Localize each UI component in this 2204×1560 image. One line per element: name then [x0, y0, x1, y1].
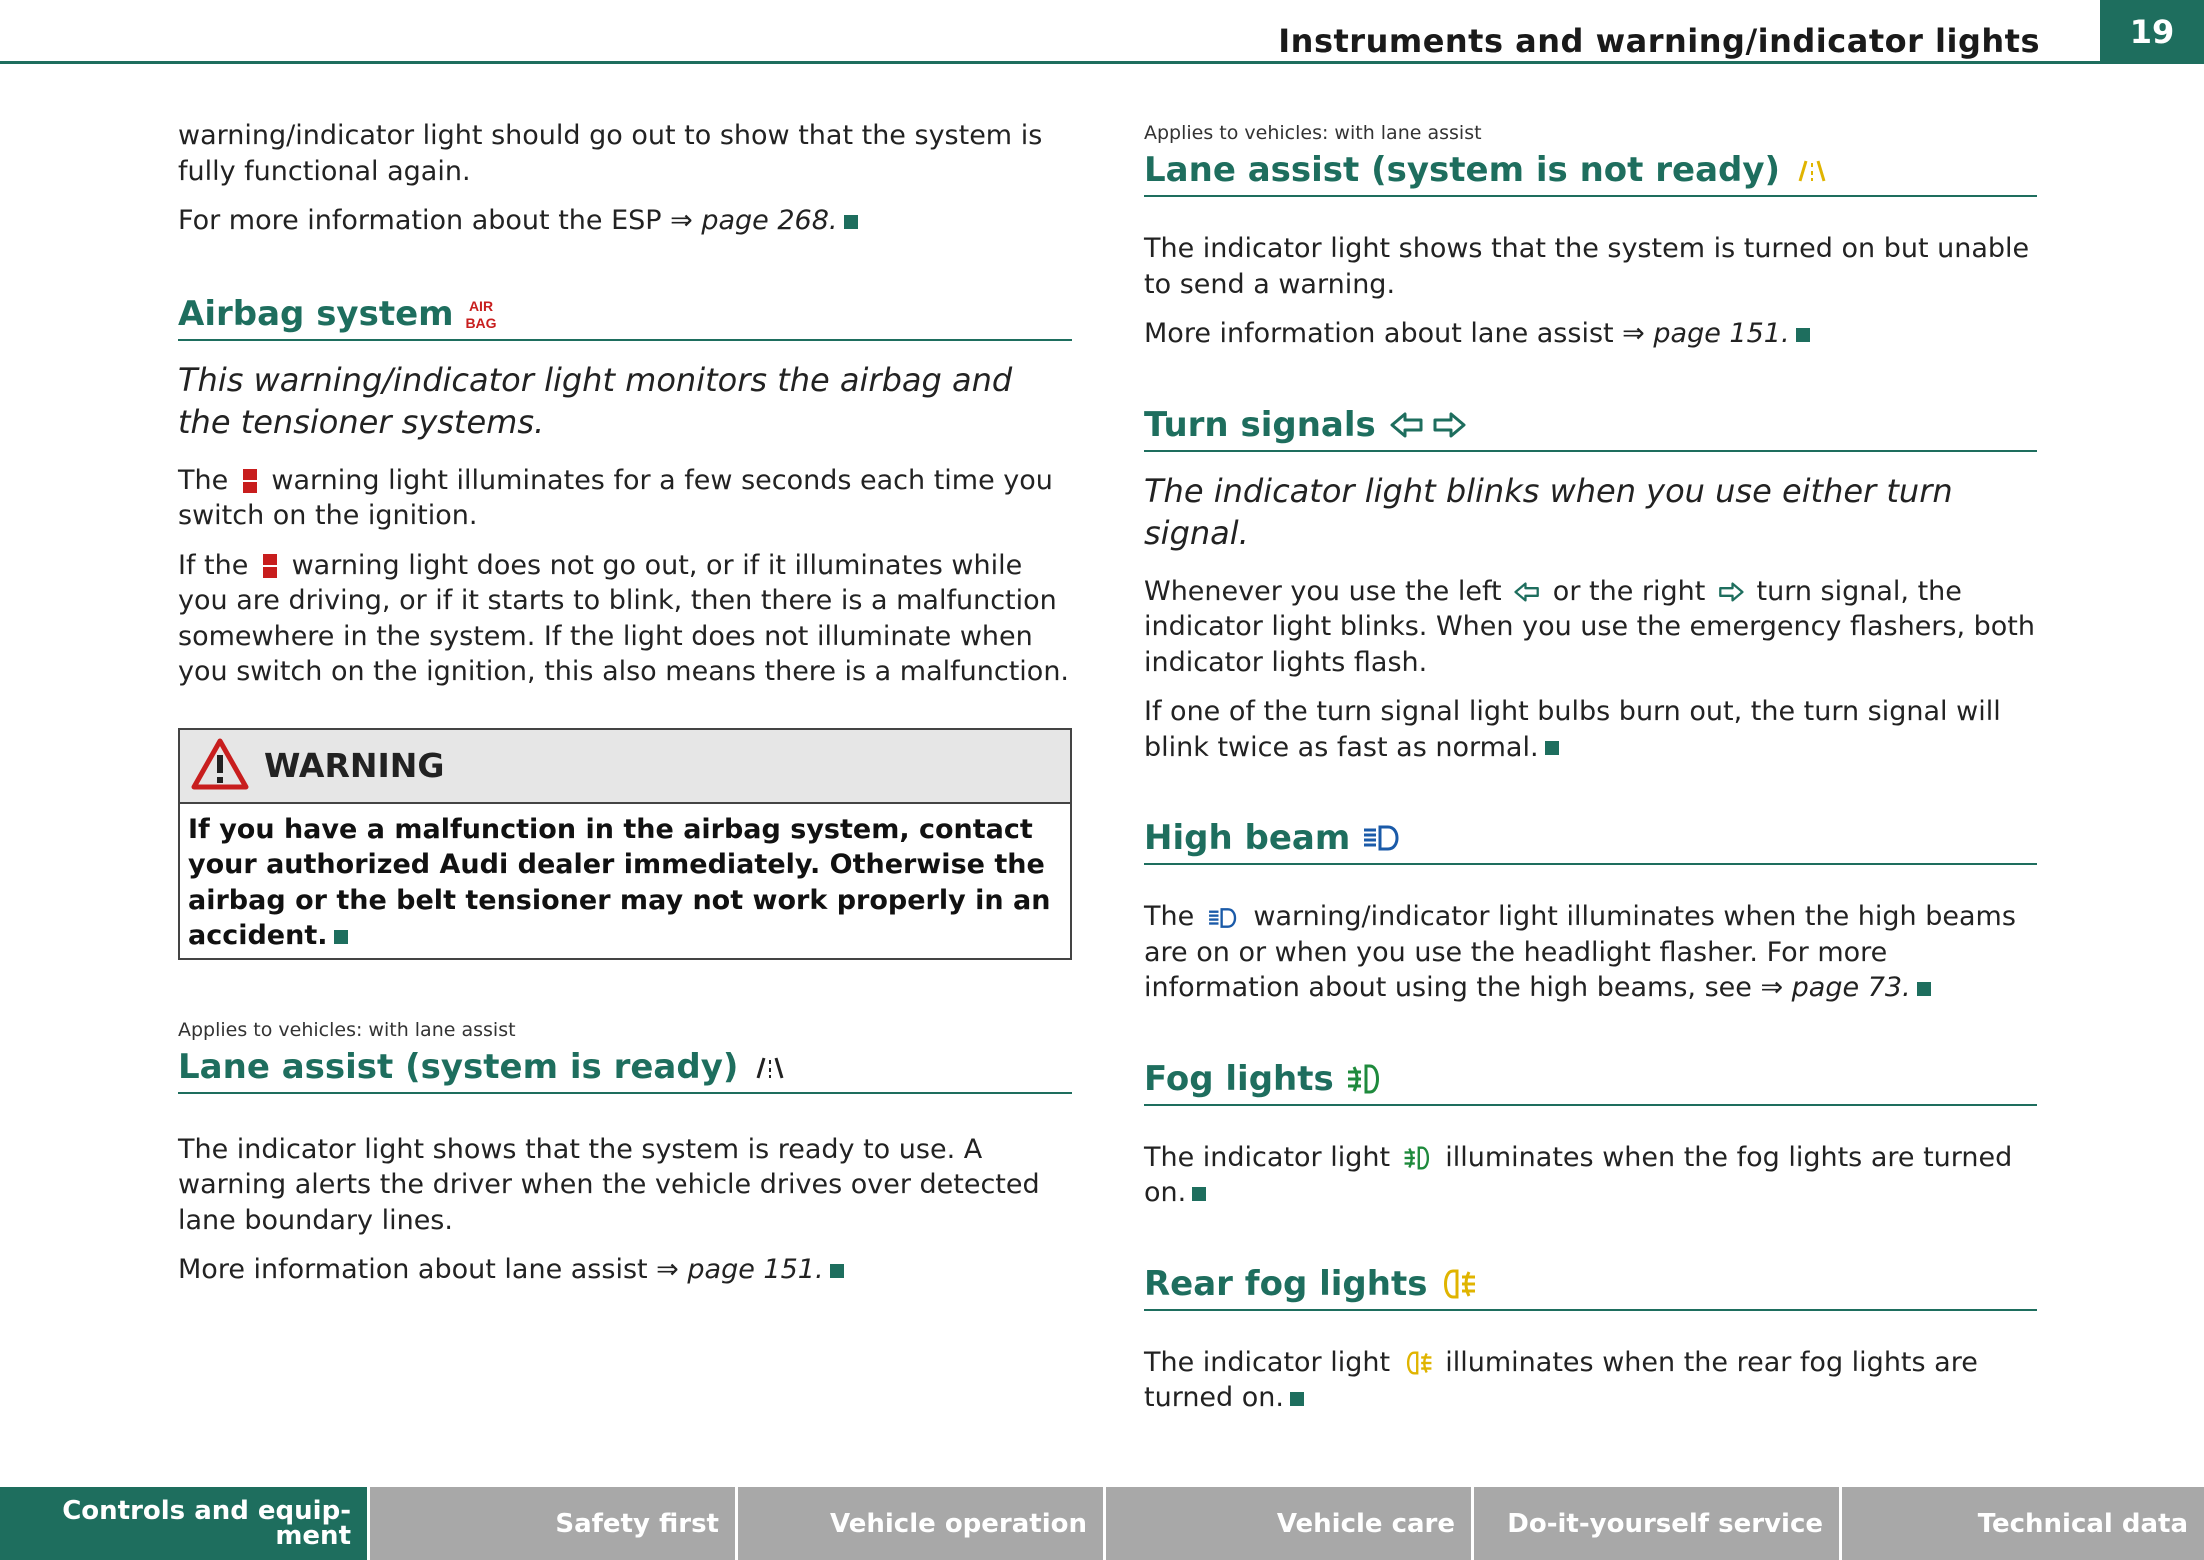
- airbag-heading-text: Airbag system: [178, 293, 454, 334]
- fog-lights-heading-text: Fog lights: [1144, 1058, 1334, 1099]
- turn-signals-section: [1144, 402, 2037, 766]
- tab-label: Vehicle care: [1276, 1508, 1455, 1539]
- svg-text:AIR: AIR: [468, 297, 493, 314]
- airbag-paragraph-1: [178, 463, 1072, 534]
- lane-not-ready-reference: [1144, 316, 2037, 352]
- rear-fog-p1-b: illuminates when the rear fog lights are turned on.: [1144, 1346, 1978, 1413]
- lane-ready-heading-text: Lane assist (system is ready): [178, 1046, 739, 1087]
- warning-title: WARNING: [264, 746, 445, 785]
- turn-p1-a: Whenever you use the left: [1144, 575, 1502, 607]
- fog-light-icon: [1346, 1063, 1384, 1095]
- fog-p1-a: The indicator light: [1144, 1141, 1391, 1173]
- high-beam-section: [1144, 815, 2037, 1006]
- tab-technical-data[interactable]: [1842, 1487, 2204, 1560]
- fog-light-icon: [1403, 1145, 1433, 1171]
- rear-fog-heading: [1144, 1261, 2037, 1311]
- tab-label: Technical data: [1977, 1508, 2188, 1539]
- airbag-heading: [178, 291, 1072, 341]
- warning-body: [180, 804, 1070, 958]
- tab-do-it-yourself-service[interactable]: [1474, 1487, 1842, 1560]
- right-column: [1144, 118, 2037, 1416]
- tab-vehicle-operation[interactable]: [738, 1487, 1106, 1560]
- high-beam-p1-a: The: [1144, 901, 1195, 932]
- turn-p2-text: If one of the turn signal light bulbs burn out, the turn signal will blink twice as fast as normal.: [1144, 696, 2001, 763]
- continued-paragraph: warning/indicator light should go out to show that the system is fully functional again.: [178, 120, 1043, 187]
- end-mark: [844, 215, 858, 229]
- tab-label: Vehicle operation: [830, 1508, 1087, 1539]
- airbag-section: [178, 291, 1072, 690]
- end-mark: [1192, 1187, 1206, 1201]
- turn-signals-paragraph-1: [1144, 574, 2037, 681]
- rear-fog-p1-a: The indicator light: [1144, 1346, 1391, 1378]
- turn-signals-heading: [1144, 402, 2037, 452]
- lane-assist-icon: [1792, 155, 1832, 185]
- airbag-paragraph-2: [178, 548, 1072, 690]
- rear-fog-paragraph: [1144, 1345, 2037, 1416]
- warning-box: [178, 728, 1072, 960]
- turn-p1-c: turn signal, the indicator light blinks. When you use the emergency flashers, both indicator lights flash.: [1144, 575, 2035, 678]
- airbag-p1-end: warning light illuminates for a few seconds each time you switch on the ignition.: [178, 464, 1053, 531]
- tab-label: Safety first: [555, 1508, 719, 1539]
- lane-not-ready-paragraph: The indicator light shows that the system is turned on but unable to send a warning.: [1144, 233, 2030, 300]
- fog-lights-heading: [1144, 1056, 2037, 1106]
- turn-right-arrow-icon: [1718, 581, 1744, 603]
- airbag-intro: This warning/indicator light monitors the airbag and the tensioner systems.: [178, 360, 1013, 441]
- end-mark: [1917, 982, 1931, 996]
- turn-left-arrow-icon: [1514, 581, 1540, 603]
- high-beam-paragraph: [1144, 899, 2037, 1006]
- running-header-title: Instruments and warning/indicator lights: [1278, 22, 2040, 60]
- lane-ready-section: [178, 1018, 1072, 1288]
- applies-note: Applies to vehicles: with lane assist: [178, 1018, 516, 1041]
- warning-text: If you have a malfunction in the airbag system, contact your authorized Audi dealer immediately. Otherwise the airbag or the belt tensioner may not work properly in an accident.: [188, 813, 1051, 951]
- end-mark: [1545, 741, 1559, 755]
- esp-reference: [178, 203, 1072, 239]
- lane-not-ready-section: [1144, 121, 2037, 352]
- airbag-icon: [465, 296, 497, 332]
- warning-header: [180, 730, 1070, 804]
- rear-fog-light-icon: [1403, 1350, 1433, 1376]
- lane-not-ready-heading: [1144, 147, 2037, 197]
- esp-page-link[interactable]: page 268.: [701, 205, 838, 236]
- left-column: [178, 118, 1072, 1288]
- airbag-p1-start: The: [178, 464, 229, 496]
- fog-lights-paragraph: [1144, 1140, 2037, 1211]
- tab-vehicle-care[interactable]: [1106, 1487, 1474, 1560]
- end-mark: [1796, 328, 1810, 342]
- high-beam-p1-b: warning/indicator light illuminates when the high beams are on or when you use the headlight flasher. For more information about using the high beams, see ⇒: [1144, 901, 2016, 1003]
- tab-label: Controls and equip-: [62, 1495, 351, 1526]
- lane-not-ready-page-link[interactable]: page 151.: [1653, 318, 1790, 349]
- tab-label: ment: [275, 1520, 351, 1551]
- turn-signals-heading-text: Turn signals: [1144, 404, 1376, 445]
- svg-text:BAG: BAG: [465, 314, 497, 331]
- airbag-p2-start: If the: [178, 549, 249, 581]
- tab-label: Do-it-yourself service: [1507, 1508, 1823, 1539]
- lane-ready-ref-text: More information about lane assist ⇒: [178, 1254, 688, 1285]
- lane-ready-reference: [178, 1252, 1072, 1288]
- lane-not-ready-heading-text: Lane assist (system is not ready): [1144, 150, 1781, 190]
- fog-lights-section: [1144, 1056, 2037, 1211]
- turn-signals-intro: The indicator light blinks when you use either turn signal.: [1144, 471, 1953, 552]
- airbag-p2-end: warning light does not go out, or if it illuminates while you are driving, or if it starts to blink, then there is a malfunction somewhere in the system. If the light does not illuminate when you switch on the ignition, this also means there is a malfunction.: [178, 549, 1070, 687]
- lane-ready-page-link[interactable]: page 151.: [687, 1254, 824, 1285]
- lane-ready-paragraph: The indicator light shows that the system is ready to use. A warning alerts the driver when the vehicle drives over detected lane boundary lines.: [178, 1133, 1040, 1236]
- rear-fog-light-icon: [1439, 1268, 1477, 1300]
- end-mark: [830, 1264, 844, 1278]
- esp-ref-text: For more information about the ESP ⇒: [178, 205, 702, 236]
- airbag-icon: [241, 467, 259, 495]
- header-rule: [0, 61, 2100, 64]
- turn-right-arrow-icon: [1432, 411, 1466, 439]
- warning-triangle-icon: [190, 737, 250, 795]
- lane-assist-icon: [750, 1052, 790, 1082]
- airbag-icon: [261, 552, 279, 580]
- high-beam-icon: [1207, 907, 1241, 929]
- turn-signals-paragraph-2: [1144, 694, 2037, 765]
- chapter-tabs: [0, 1487, 2204, 1560]
- rear-fog-heading-text: Rear fog lights: [1144, 1263, 1428, 1304]
- tab-safety-first[interactable]: [370, 1487, 738, 1560]
- high-beam-icon: [1362, 824, 1404, 852]
- tab-controls-and-equipment[interactable]: [0, 1487, 370, 1560]
- lane-not-ready-ref-text: More information about lane assist ⇒: [1144, 318, 1654, 349]
- turn-p1-b: or the right: [1552, 575, 1706, 607]
- high-beam-heading: [1144, 815, 2037, 865]
- turn-left-arrow-icon: [1390, 411, 1424, 439]
- high-beam-page-link[interactable]: page 73.: [1791, 972, 1911, 1003]
- end-mark: [1290, 1392, 1304, 1406]
- rear-fog-section: [1144, 1261, 2037, 1416]
- lane-ready-heading: [178, 1044, 1072, 1094]
- fog-p1-b: illuminates when the fog lights are turned on.: [1144, 1141, 2013, 1208]
- page-number: 19: [2100, 0, 2204, 64]
- high-beam-heading-text: High beam: [1144, 818, 1351, 858]
- applies-note: Applies to vehicles: with lane assist: [1144, 122, 1482, 144]
- end-mark: [334, 930, 348, 944]
